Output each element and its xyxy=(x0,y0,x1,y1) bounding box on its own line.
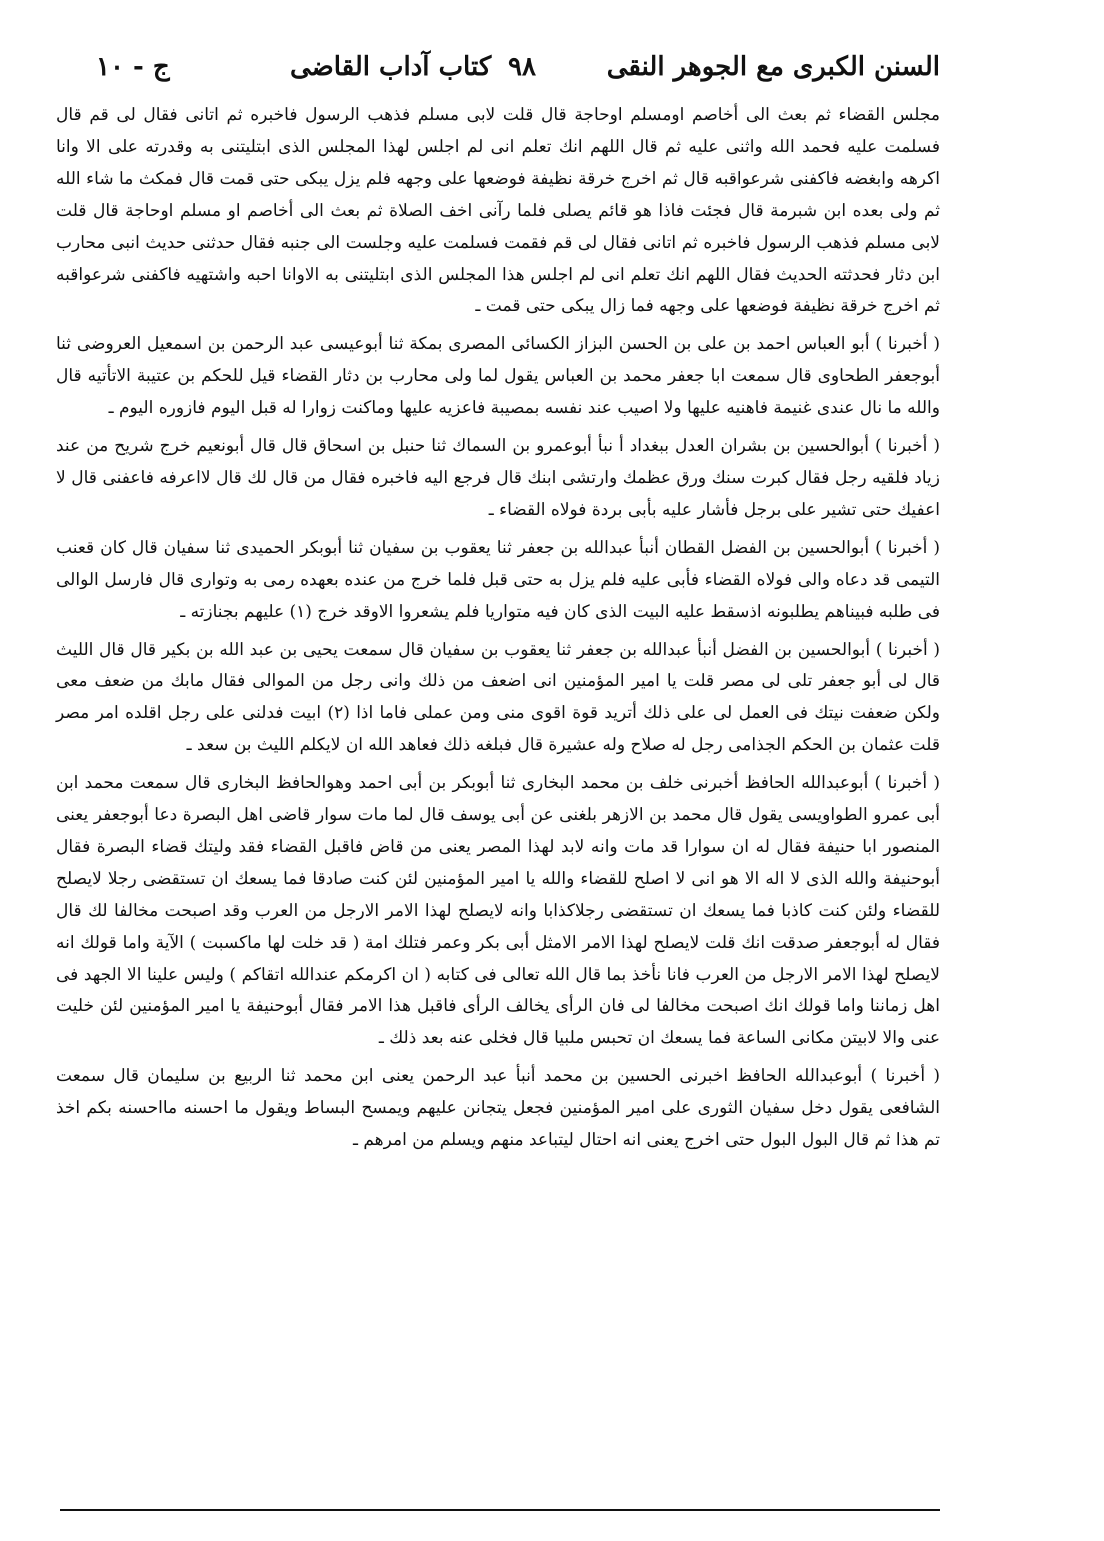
main-text xyxy=(56,100,940,1157)
book-title: السنن الكبرى مع الجوهر النقى xyxy=(606,52,940,82)
volume-number: ج - ١٠ xyxy=(96,52,170,82)
paragraph: مجلس القضاء ثم بعث الى أخاصم اومسلم اوحاجة قال قلت لابى مسلم فذهب الرسول فاخبره ثم اتانى فقال لى قم قال فسلمت عليه فحمد الله واثنى عليه ثم قال اللهم انك تعلم انى لم اجلس لهذا المجلس الذى ابتليتنى به وقدرته على الا وانا اكرهه وابغضه فاكفنى شرعواقبه قال ثم اخرج خرقة نظيفة فوضعها على وجهه فلم يزل يبكى حتى قمت قال فمكث ما شاء الله ثم ولى بعده ابن شبرمة قال فجئت فاذا هو قائم يصلى فلما رآنى اخف الصلاة ثم بعث الى أخاصم او مسلم اوحاجة قال قلت لابى مسلم فذهب الرسول فاخبره ثم اتانى فقال لى قم فقمت فسلمت عليه وجلست الى جنبه فقال حدثنى حديث انبى محارب ابن دثار فحدثته الحديث فقال اللهم انك تعلم انى لم اجلس هذا المجلس الذى ابتليتنى به الاوانا احبه واشتهيه فاكفنى شرعواقبه ثم اخرج خرقة نظيفة فوضعها على وجهه فما زال يبكى حتى قمت ـ xyxy=(56,105,940,317)
page-header xyxy=(90,52,940,92)
paragraph: ( أخبرنا ) أبوالحسين بن الفضل أنبأ عبدالله بن جعفر ثنا يعقوب بن سفيان قال سمعت يحيى بن عبد الله بن بكير قال قال الليث قال لى أبو جعفر تلى لى مصر قلت يا امير المؤمنين انى اضعف من ذلك وانى رجل من الموالى فقال مابك من ضعف معى ولكن ضعفت نيتك فى العمل لى على ذلك أتريد قوة اقوى منى ومن عملى فاما اذا (٢) ابيت فدلنى على رجل اقلده امر مصر قلت عثمان بن الحكم الجذامى رجل له صلاح وله عشيرة قال فبلغه ذلك فعاهد الله ان لايكلم الليث بن سعد ـ xyxy=(56,639,941,756)
paragraph: ( أخبرنا ) أبوالحسين بن بشران العدل ببغداد أ نبأ أبوعمرو بن السماك ثنا حنبل بن اسحاق قال قال أبونعيم خرج شريح من عند زياد فلقيه رجل فقال كبرت سنك ورق عظمك وارتشى ابنك قال فرجع اليه فاخبره فقال من قال لك قال لااعرفه فاعفنى قال لا اعفيك حتى تشير على برجل فأشار عليه بأبى بردة فولاه القضاء ـ xyxy=(56,436,940,520)
paragraph: ( أخبرنا ) أبو العباس احمد بن على بن الحسن البزاز الكسائى المصرى بمكة ثنا أبوعيسى عبد الرحمن بن اسمعيل العروضى ثنا أبوجعفر الطحاوى قال سمعت ابا جعفر محمد بن العباس يقول لما ولى محارب بن دثار القضاء قيل للحكم بن عتيبة الاتأتيه قال والله ما نال عندى غنيمة فاهنيه عليها ولا اصيب عند نفسه بمصيبة فاعزيه عليها وماكنت زوارا له قبل اليوم فازوره اليوم ـ xyxy=(56,334,940,419)
paragraph: ( أخبرنا ) أبوعبدالله الحافظ أخبرنى خلف بن محمد البخارى ثنا أبوبكر بن أبى احمد وهوالحافظ البخارى قال سمعت محمد ابن أبى عمرو الطواويسى يقول قال محمد بن الازهر بلغنى عن أبى يوسف قال لما مات سوار قاضى اهل البصرة دعا أبوجعفر يعنى المنصور ابا حنيفة فقال له ان سوارا قد مات وانه لابد لهذا المصر يعنى من قاض فاقبل القضاء فقد وليتك قضاء البصرة فقال أبوحنيفة والله الذى لا اله الا هو انى لا اصلح للقضاء والله يا امير المؤمنين لئن كنت صادقا فما يسعك ان تستقضى رجلا لايصلح للقضاء ولئن كنت كاذبا فما يسعك ان تستقضى رجلاكذابا وانه لايصلح لهذا الامر الارجل من العرب وقد اصبحت مخالفا لك قال فقال له أبوجعفر صدقت انك قلت لايصلح لهذا الامر الامثل أبى بكر وعمر فتلك امة ( قد خلت لها ماكسبت ) الآية واما قولك انه لايصلح لهذا الامر الارجل من العرب فانا نأخذ بما قال الله تعالى فى كتابه ( ان اكرمكم عندالله اتقاكم ) وليس علينا الا الجهد فى اهل زماننا واما قولك انك اصبحت مخالفا لى فان الرأى يخالف الرأى فاقبل هذا الامر فقال أبوحنيفة يا امير المؤمنين لئن خليت عنى والا لابيتن مكانى الساعة فما يسعك ان تحبس ملبيا قال فخلى عنه بعد ذلك ـ xyxy=(56,773,940,1049)
paragraph: ( أخبرنا ) أبوالحسين بن الفضل القطان أنبأ عبدالله بن جعفر ثنا يعقوب بن سفيان ثنا أبوبكر الحميدى ثنا سفيان قال كان قعنب التيمى قد دعاه والى فولاه القضاء فأبى عليه فلم يزل به حتى قبل فلما خرج من عنده بعهده رمى به وتوارى قال فارسل الوالى فى طلبه فبيناهم يطلبونه اذسقط عليه البيت الذى كان فيه متواريا فلم يشعروا الاوقد خرج (١) عليهم بجنازته ـ xyxy=(56,537,940,622)
page-number: ٩٨ xyxy=(508,52,536,82)
paragraph: ( أخبرنا ) أبوعبدالله الحافظ اخبرنى الحسين بن محمد أنبأ عبد الرحمن يعنى ابن محمد ثنا الربيع بن سليمان قال سمعت الشافعى يقول دخل سفيان الثورى على امير المؤمنين فجعل يتجانن عليهم ويمسح البساط ويقول ما احسنه مااحسنه بكم اخذ تم هذا ثم قال البول البول حتى اخرج يعنى انه احتال ليتباعد منهم ويسلم من امرهم ـ xyxy=(56,1066,940,1151)
section-title: كتاب آداب القاضى xyxy=(290,52,492,82)
footer-divider xyxy=(60,1509,940,1511)
